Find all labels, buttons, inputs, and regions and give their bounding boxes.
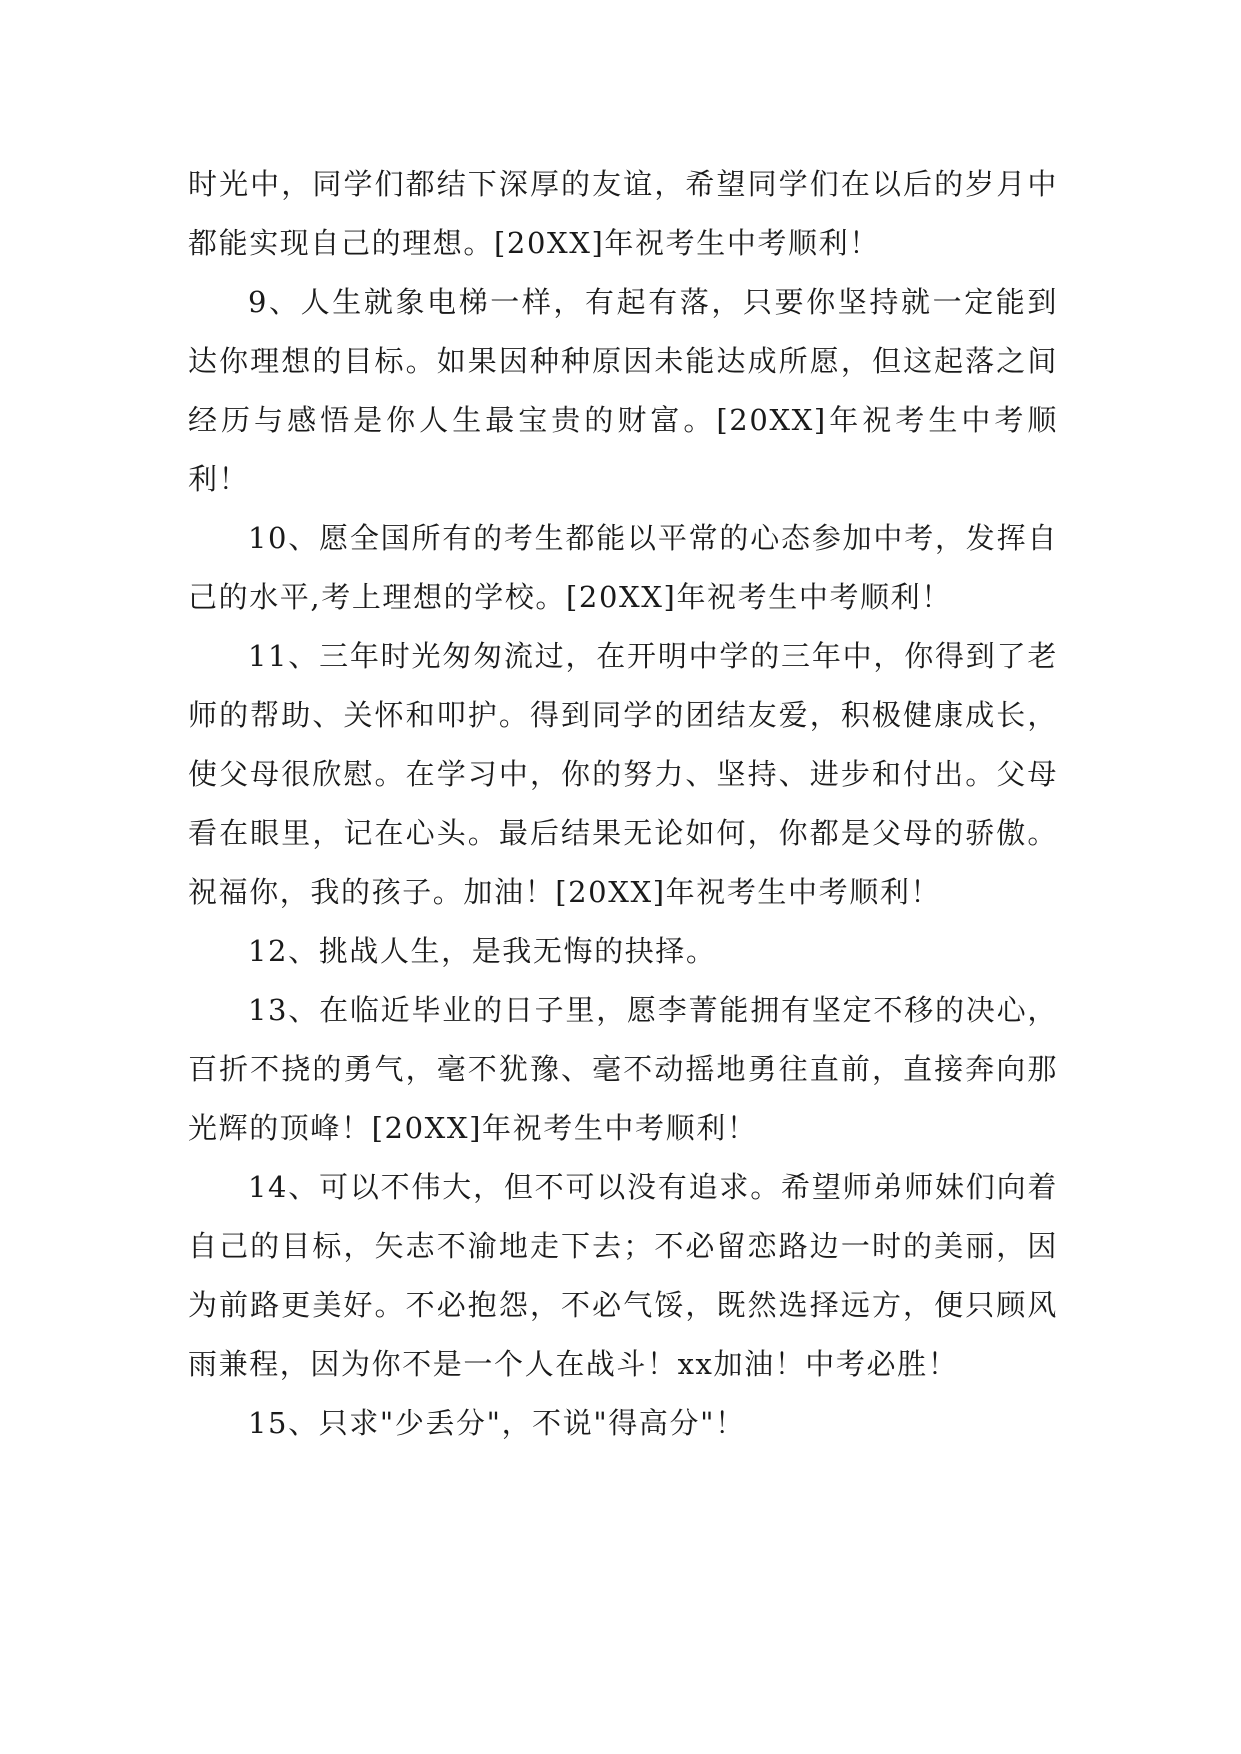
document-page	[188, 155, 1058, 1453]
paragraph-wish-12: 12、挑战人生，是我无悔的抉择。	[248, 934, 717, 968]
paragraph-wish-9: 9、人生就象电梯一样，有起有落，只要你坚持就一定能到达你理想的目标。如果因种种原因未能达成所愿，但这起落之间经历与感悟是你人生最宝贵的财富。[20XX]年祝考生中考顺利！	[188, 285, 1058, 496]
paragraph-continuation: 时光中，同学们都结下深厚的友谊，希望同学们在以后的岁月中都能实现自己的理想。[20XX]年祝考生中考顺利！	[188, 167, 1058, 260]
paragraph-wish-14: 14、可以不伟大，但不可以没有追求。希望师弟师妹们向着自己的目标，矢志不渝地走下去；不必留恋路边一时的美丽，因为前路更美好。不必抱怨，不必气馁，既然选择远方，便只顾风雨兼程，因为你不是一个人在战斗！xx加油！中考必胜！	[188, 1170, 1058, 1381]
paragraph-wish-10: 10、愿全国所有的考生都能以平常的心态参加中考，发挥自己的水平,考上理想的学校。[20XX]年祝考生中考顺利！	[188, 521, 1058, 614]
paragraph-wish-13: 13、在临近毕业的日子里，愿李菁能拥有坚定不移的决心，百折不挠的勇气，毫不犹豫、毫不动摇地勇往直前，直接奔向那光辉的顶峰！[20XX]年祝考生中考顺利！	[188, 993, 1058, 1145]
paragraph-wish-15: 15、只求"少丢分"，不说"得高分"！	[248, 1406, 746, 1440]
paragraph-wish-11: 11、三年时光匆匆流过，在开明中学的三年中，你得到了老师的帮助、关怀和叩护。得到同学的团结友爱，积极健康成长，使父母很欣慰。在学习中，你的努力、坚持、进步和付出。父母看在眼里，记在心头。最后结果无论如何，你都是父母的骄傲。祝福你，我的孩子。加油！[20XX]年祝考生中考顺利！	[188, 639, 1058, 909]
